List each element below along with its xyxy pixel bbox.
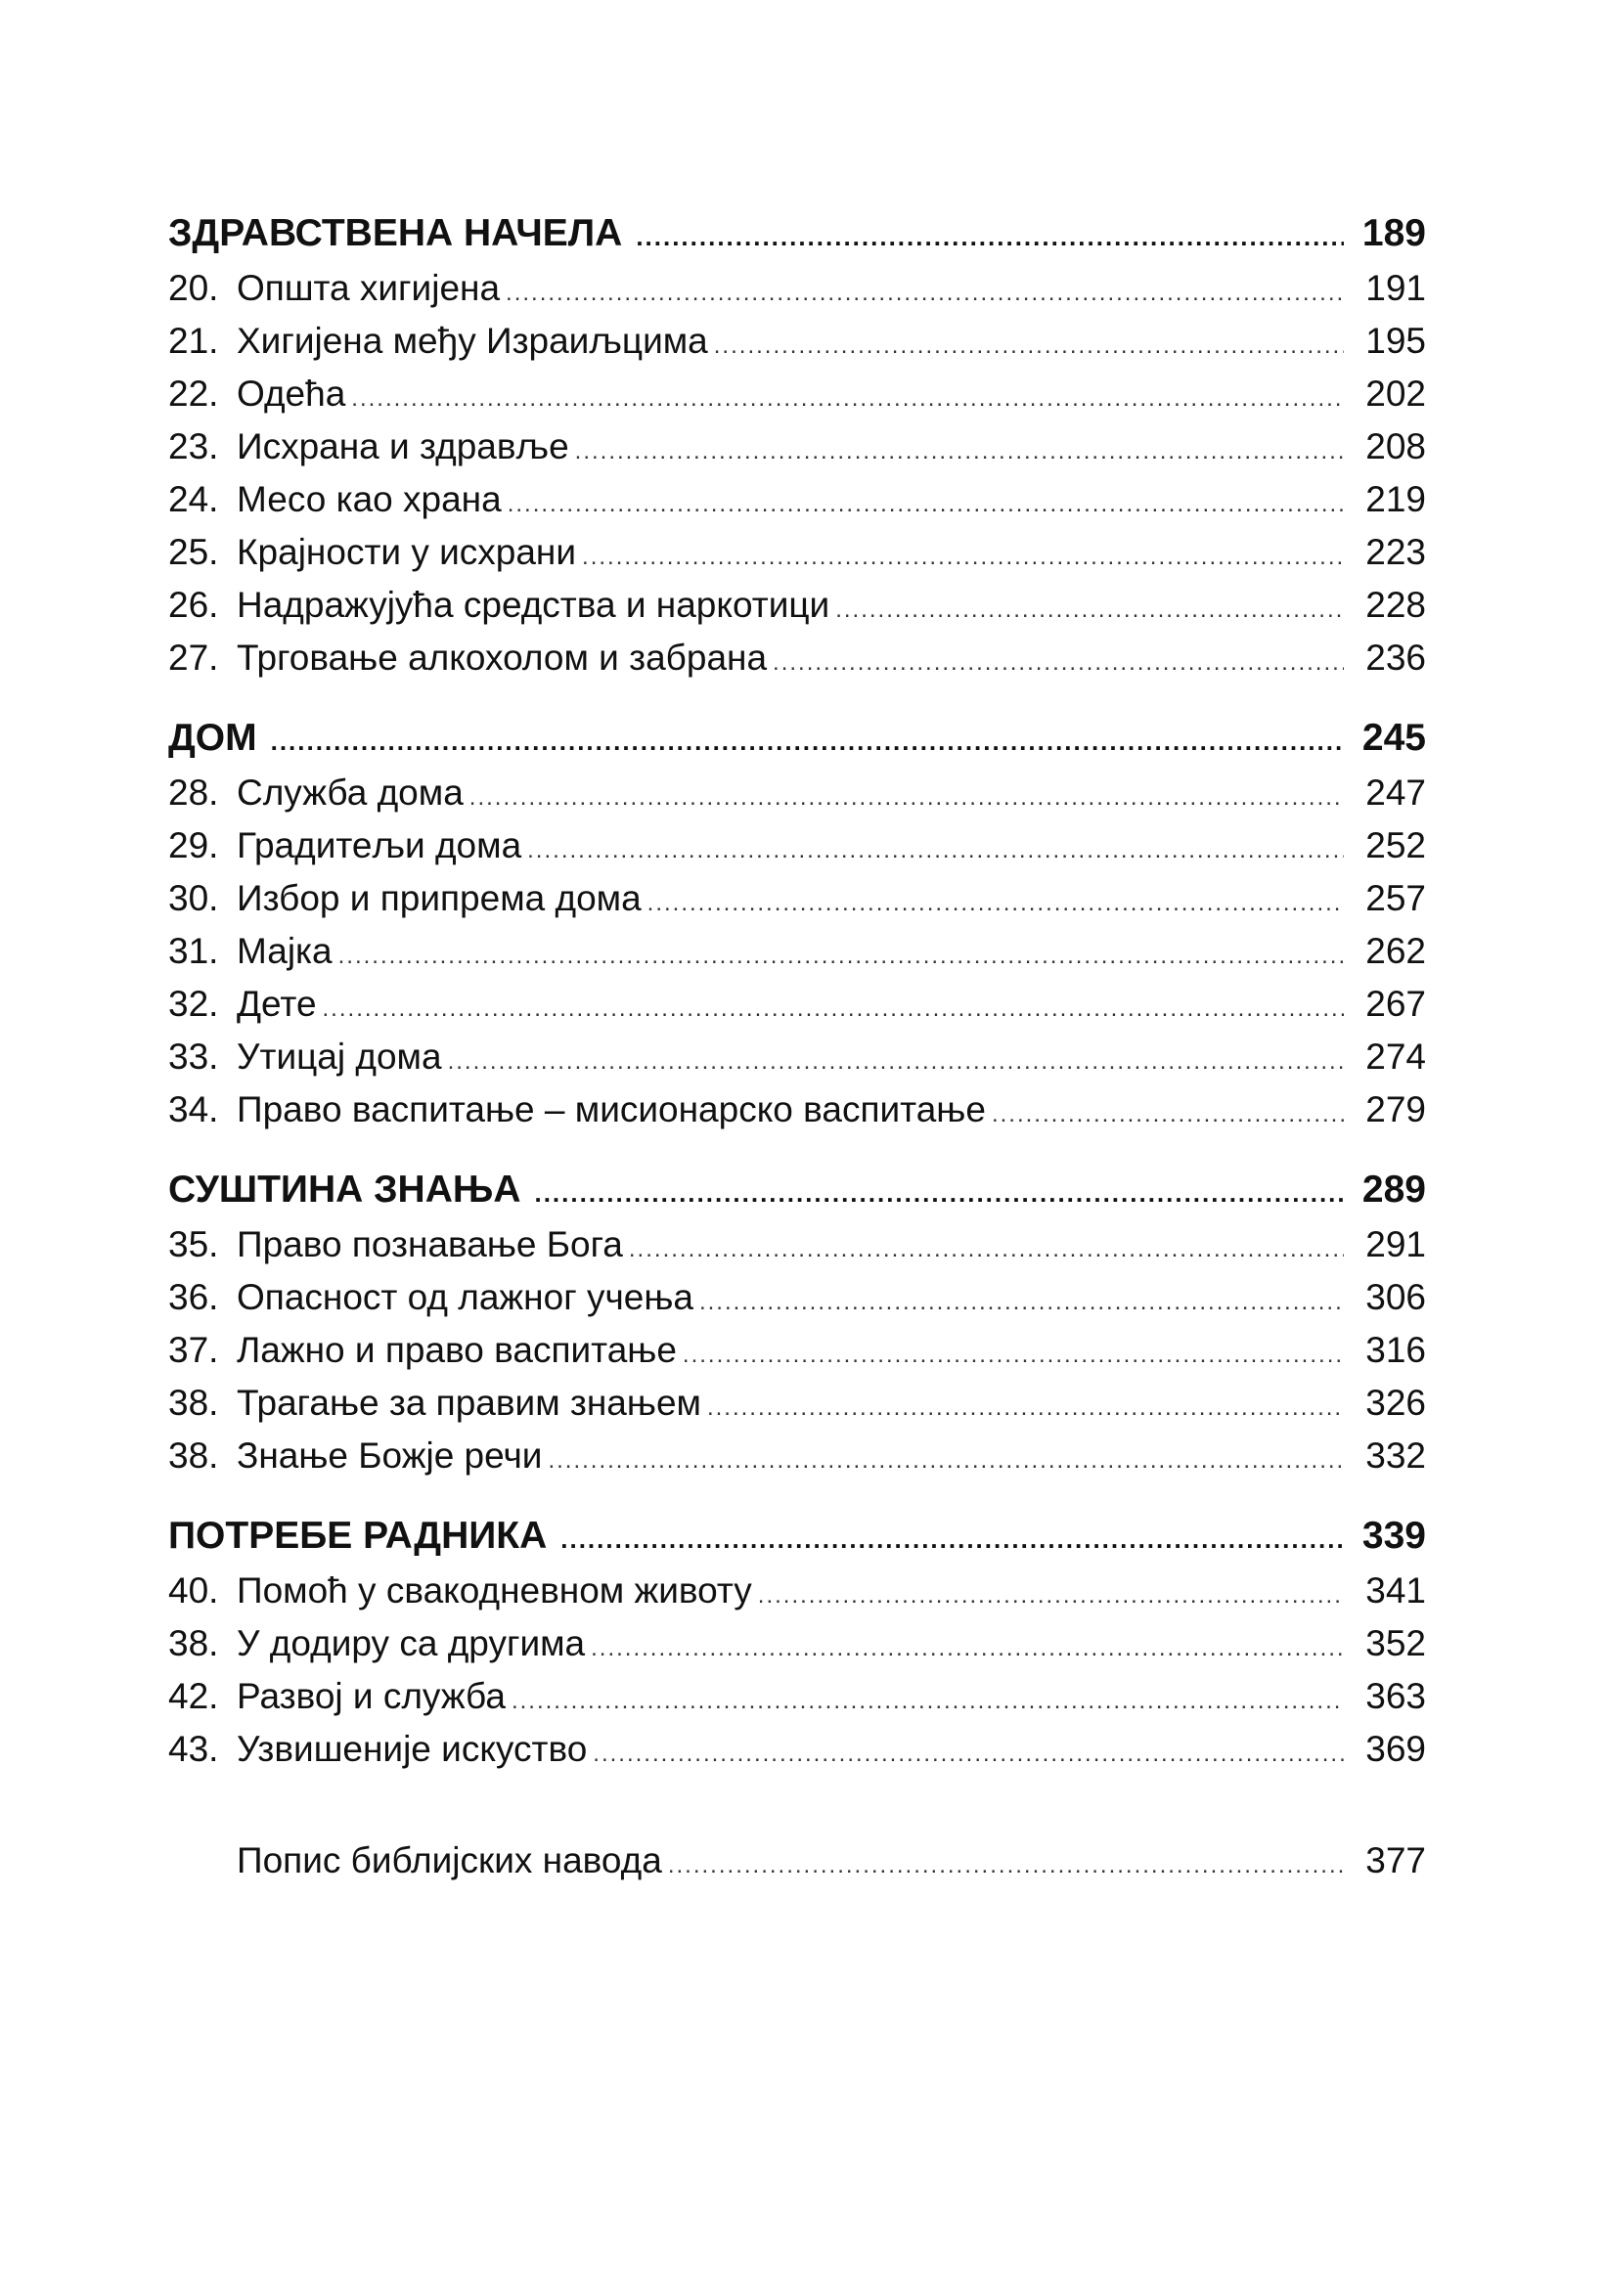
chapter-number: 20.: [168, 268, 219, 308]
dot-leader: [323, 983, 1344, 1036]
section-page-number: 339: [1361, 1515, 1426, 1557]
dot-leader: [469, 772, 1344, 824]
chapter-title: Служба дома: [237, 773, 464, 813]
chapter-number: 24.: [168, 479, 219, 519]
dot-leader: [591, 1622, 1344, 1675]
chapter-title: Лажно и право васпитање: [237, 1330, 677, 1370]
dot-leader: [534, 1165, 1344, 1221]
section-page-number: 189: [1361, 212, 1426, 254]
toc-entry[interactable]: [168, 1565, 1426, 1617]
chapter-title: Опасност од лажног учења: [237, 1277, 693, 1317]
chapter-number: 27.: [168, 638, 219, 678]
toc-entry[interactable]: [168, 1430, 1426, 1482]
chapter-title: Избор и припрема дома: [237, 878, 642, 918]
chapter-page-number: 252: [1365, 825, 1426, 865]
chapter-title: Градитељи дома: [237, 825, 522, 865]
dot-leader: [508, 478, 1344, 531]
chapter-page-number: 316: [1365, 1330, 1426, 1370]
toc-entry[interactable]: [168, 368, 1426, 420]
chapter-number: 34.: [168, 1089, 219, 1129]
chapter-number: 36.: [168, 1277, 219, 1317]
chapter-number: 40.: [168, 1570, 219, 1611]
section-title: СУШТИНА ЗНАЊА: [168, 1169, 521, 1211]
chapter-title: Исхрана и здравље: [237, 426, 569, 466]
chapter-title: Мајка: [237, 931, 333, 971]
chapter-number: 26.: [168, 585, 219, 625]
chapter-number: 38.: [168, 1623, 219, 1663]
chapter-page-number: 306: [1365, 1277, 1426, 1317]
chapter-page-number: 223: [1365, 532, 1426, 572]
chapter-number: 33.: [168, 1037, 219, 1077]
chapter-title: Дете: [237, 984, 317, 1024]
chapter-page-number: 228: [1365, 585, 1426, 625]
chapter-page-number: 369: [1365, 1729, 1426, 1769]
chapter-number: 28.: [168, 773, 219, 813]
chapter-number: 32.: [168, 984, 219, 1024]
chapter-number: 30.: [168, 878, 219, 918]
dot-leader: [992, 1088, 1344, 1141]
chapter-number: 29.: [168, 825, 219, 865]
chapter-page-number: 291: [1365, 1224, 1426, 1264]
chapter-title: Знање Божје речи: [237, 1435, 543, 1476]
chapter-page-number: 341: [1365, 1570, 1426, 1611]
toc-entry[interactable]: [168, 420, 1426, 473]
chapter-title: Трагање за правим знањем: [237, 1383, 701, 1423]
toc-entry[interactable]: [168, 1723, 1426, 1776]
chapter-page-number: 191: [1365, 268, 1426, 308]
chapter-page-number: 219: [1365, 479, 1426, 519]
toc-section-heading[interactable]: [168, 1162, 1426, 1218]
dot-leader: [714, 320, 1344, 373]
chapter-number: 38.: [168, 1383, 219, 1423]
toc-entry[interactable]: [168, 767, 1426, 819]
toc-section-heading[interactable]: [168, 205, 1426, 262]
section-page-number: 245: [1361, 717, 1426, 759]
chapter-number: 23.: [168, 426, 219, 466]
chapter-number: 37.: [168, 1330, 219, 1370]
dot-leader: [338, 930, 1344, 983]
dot-leader: [271, 713, 1344, 770]
section-title: ЗДРАВСТВЕНА НАЧЕЛА: [168, 212, 623, 254]
toc-entry[interactable]: [168, 473, 1426, 526]
chapter-page-number: 274: [1365, 1037, 1426, 1077]
toc-entry[interactable]: [168, 579, 1426, 632]
chapter-title: Одећа: [237, 374, 346, 414]
toc-entry[interactable]: [168, 1031, 1426, 1083]
chapter-number: 21.: [168, 321, 219, 361]
chapter-title: Помоћ у свакодневном животу: [237, 1570, 752, 1611]
chapter-title: Месо као храна: [237, 479, 502, 519]
chapter-title: Утицај дома: [237, 1037, 442, 1077]
table-of-contents: [168, 205, 1426, 1887]
chapter-page-number: 257: [1365, 878, 1426, 918]
dot-leader: [512, 1675, 1344, 1728]
chapter-title: Развој и служба: [237, 1676, 506, 1716]
toc-section-heading[interactable]: [168, 710, 1426, 767]
toc-entry[interactable]: [168, 1377, 1426, 1430]
chapter-number: 31.: [168, 931, 219, 971]
chapter-page-number: 332: [1365, 1435, 1426, 1476]
chapter-number: 38.: [168, 1435, 219, 1476]
dot-leader: [629, 1223, 1344, 1276]
chapter-page-number: 247: [1365, 773, 1426, 813]
chapter-number: 22.: [168, 374, 219, 414]
dot-leader: [699, 1276, 1344, 1329]
dot-leader: [582, 531, 1344, 584]
toc-appendix-entry[interactable]: [168, 1834, 1426, 1887]
dot-leader: [668, 1839, 1344, 1892]
chapter-title: Крајности у исхрани: [237, 532, 577, 572]
dot-leader: [575, 425, 1344, 478]
chapter-title: Надражујућа средства и наркотици: [237, 585, 830, 625]
chapter-title: У додиру са другима: [237, 1623, 586, 1663]
section-page-number: 289: [1361, 1169, 1426, 1211]
dot-leader: [647, 877, 1344, 930]
toc-entry[interactable]: [168, 925, 1426, 978]
chapter-page-number: 326: [1365, 1383, 1426, 1423]
chapter-page-number: 262: [1365, 931, 1426, 971]
chapter-page-number: 363: [1365, 1676, 1426, 1716]
dot-leader: [527, 824, 1344, 877]
chapter-page-number: 267: [1365, 984, 1426, 1024]
chapter-title: Право васпитање – мисионарско васпитање: [237, 1089, 986, 1129]
dot-leader: [548, 1435, 1344, 1487]
toc-entry[interactable]: [168, 872, 1426, 925]
appendix-title: Попис библијских навода: [237, 1840, 662, 1880]
toc-section-heading[interactable]: [168, 1508, 1426, 1565]
toc-entry[interactable]: [168, 1083, 1426, 1136]
chapter-title: Општа хигијена: [237, 268, 501, 308]
chapter-page-number: 208: [1365, 426, 1426, 466]
toc-entry[interactable]: [168, 1271, 1426, 1324]
toc-entry[interactable]: [168, 1324, 1426, 1377]
chapter-title: Узвишеније искуство: [237, 1729, 588, 1769]
chapter-number: 42.: [168, 1676, 219, 1716]
section-title: ДОМ: [168, 717, 257, 759]
dot-leader: [506, 267, 1344, 320]
dot-leader: [636, 208, 1344, 265]
dot-leader: [683, 1329, 1344, 1382]
chapter-number: 25.: [168, 532, 219, 572]
toc-entry[interactable]: [168, 1218, 1426, 1271]
toc-entry[interactable]: [168, 978, 1426, 1031]
chapter-title: Хигијена међу Израиљцима: [237, 321, 708, 361]
chapter-number: 35.: [168, 1224, 219, 1264]
toc-entry[interactable]: [168, 262, 1426, 315]
dot-leader: [593, 1728, 1344, 1781]
chapter-page-number: 236: [1365, 638, 1426, 678]
chapter-page-number: 202: [1365, 374, 1426, 414]
toc-entry[interactable]: [168, 1617, 1426, 1670]
chapter-page-number: 352: [1365, 1623, 1426, 1663]
dot-leader: [773, 637, 1344, 689]
dot-leader: [835, 584, 1344, 637]
chapter-page-number: 279: [1365, 1089, 1426, 1129]
chapter-page-number: 195: [1365, 321, 1426, 361]
chapter-title: Право познавање Бога: [237, 1224, 623, 1264]
toc-entry[interactable]: [168, 632, 1426, 684]
toc-entry[interactable]: [168, 526, 1426, 579]
dot-leader: [448, 1036, 1344, 1088]
dot-leader: [351, 373, 1344, 425]
toc-entry[interactable]: [168, 1670, 1426, 1723]
chapter-title: Трговање алкохолом и забрана: [237, 638, 768, 678]
toc-entry[interactable]: [168, 315, 1426, 368]
section-title: ПОТРЕБЕ РАДНИКА: [168, 1515, 548, 1557]
appendix-page-number: 377: [1365, 1840, 1426, 1880]
dot-leader: [707, 1382, 1344, 1435]
chapter-number: 43.: [168, 1729, 219, 1769]
dot-leader: [758, 1569, 1344, 1622]
toc-entry[interactable]: [168, 819, 1426, 872]
dot-leader: [560, 1511, 1344, 1567]
